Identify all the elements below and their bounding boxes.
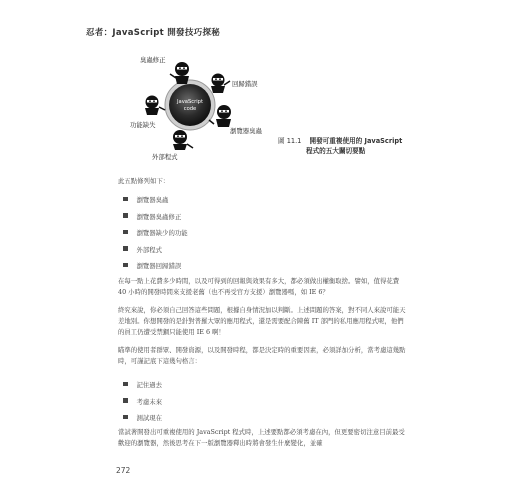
list-item: 瀏覽器臭蟲修正	[123, 212, 188, 229]
bullet-icon	[123, 197, 128, 202]
caption-number: 圖 11.1	[278, 137, 302, 145]
figure-caption	[278, 137, 428, 157]
bullet-icon	[123, 382, 128, 387]
caption-title-line1: 開發可重複使用的 JavaScript	[309, 137, 403, 145]
paragraph-2: 終究來說，你必須自己回答這些問題，根據自身情況加以判斷。上述問題的答案，對不同人來說可能天差地別。你想開發的是針對普羅大眾的應用程式，還是需要配合陳舊 IT 部門的私用應用程式呢，他們的員工仍遭受禁錮只能使用 IE 6 啊！	[118, 306, 406, 336]
center-label-line1: JavaScript	[176, 99, 204, 105]
label-regressions: 回歸錯誤	[232, 80, 258, 88]
list-item: 瀏覽器缺少的功能	[123, 228, 188, 245]
concerns-diagram	[130, 52, 280, 172]
ninja-icon-top	[170, 62, 189, 84]
list-item: 瀏覽器回歸錯誤	[123, 261, 188, 278]
bullet-icon	[123, 263, 128, 268]
concerns-list	[123, 195, 188, 278]
bullet-icon	[123, 398, 128, 403]
caption-title-line2: 程式的五大關切要點	[306, 146, 366, 155]
ninja-icon-top-right	[211, 74, 230, 94]
ninja-icon-left	[145, 96, 165, 116]
bullet-icon	[123, 230, 128, 235]
center-label-line2: code	[183, 106, 197, 112]
bullet-icon	[123, 246, 128, 251]
closing-paragraph: 當試著開發出可重複使用的 JavaScript 程式時，上述要點都必須考慮在內，但更要密切注意目前最受歡迎的瀏覽器，然後思考在下一版瀏覽器釋出時將會發生什麼變化，並確	[118, 428, 405, 447]
page-number: 272	[116, 466, 131, 475]
bullet-icon	[123, 213, 128, 218]
list-item: 外部程式	[123, 245, 188, 262]
label-bug-fixes: 臭蟲修正	[140, 56, 166, 64]
intro-text: 此五點條列如下：	[118, 177, 170, 185]
code-disc	[169, 84, 211, 126]
label-external-code: 外部程式	[152, 153, 178, 161]
ninja-icon-bottom	[173, 130, 193, 150]
label-missing-features: 功能缺失	[130, 121, 156, 129]
paragraph-3: 瞄準的使用者群眾、開發資源，以及開發時程，都是決定時的重要因素，必須詳加分析，當考慮這幾點時，可謹記底下這幾句格言：	[118, 346, 406, 365]
running-header: 忍者：JavaScript 開發技巧探秘	[86, 28, 221, 38]
list-item: 瀏覽器臭蟲	[123, 195, 188, 212]
bullet-icon	[123, 415, 128, 420]
list-item: 測試現在	[123, 413, 162, 430]
list-item: 考慮未來	[123, 397, 162, 414]
list-item: 記住過去	[123, 380, 162, 397]
maxims-list	[123, 380, 162, 430]
label-browser-bugs: 瀏覽器臭蟲	[230, 127, 262, 135]
paragraph-1: 在每一點上花費多少時間，以及可得到的回報與效果有多大，都必須做出權衡取捨。譬如，值得花費 40 小時的開發時間來支援老舊（也不再受官方支援）瀏覽器嗎，如 IE 6？	[118, 277, 400, 296]
